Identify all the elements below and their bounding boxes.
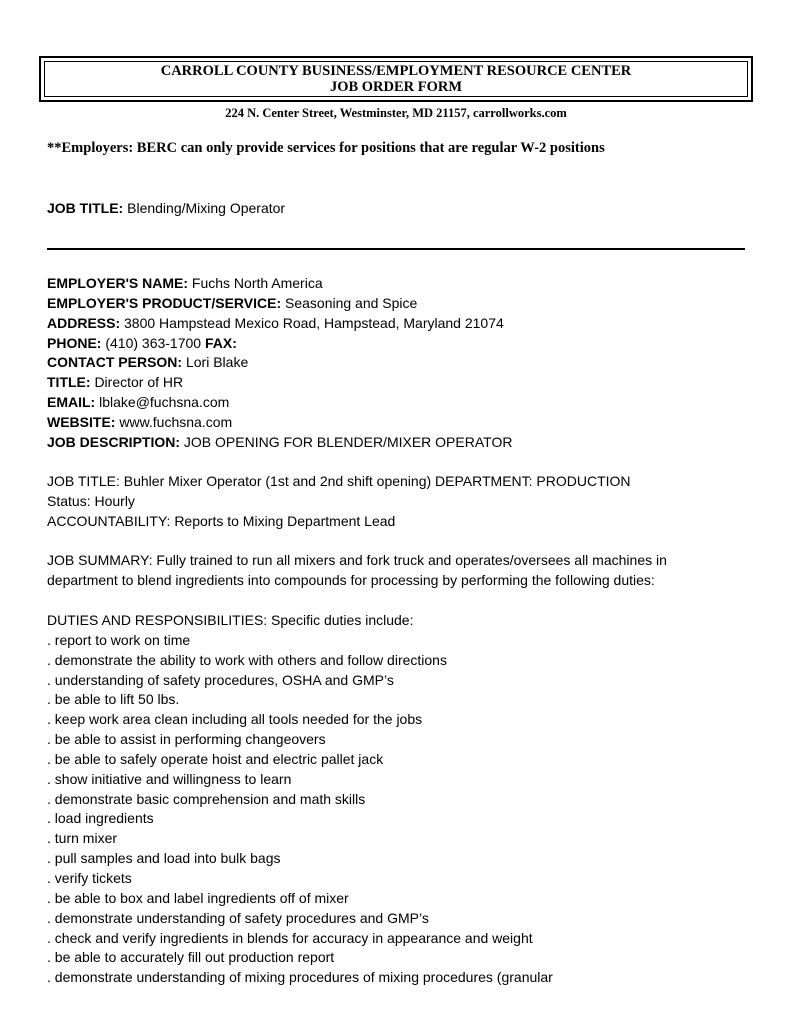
duty-item: . demonstrate basic comprehension and math skills (47, 790, 366, 807)
employer-product-row (47, 294, 757, 314)
contact-person-value: Lori Blake (185, 354, 249, 371)
section-divider (47, 248, 745, 250)
employer-address-label: ADDRESS: (47, 314, 121, 331)
job-description-value: JOB OPENING FOR BLENDER/MIXER OPERATOR (183, 433, 513, 450)
job-summary-line-2: department to blend ingredients into compounds for processing by performing the following duties: (47, 571, 655, 588)
detail-job-title: JOB TITLE: Buhler Mixer Operator (1st and 2nd shift opening) DEPARTMENT: PRODUCTION (47, 473, 631, 489)
employer-fax-label: FAX: (204, 334, 237, 351)
website-label: WEBSITE: (47, 413, 116, 430)
form-title: JOB ORDER FORM (329, 79, 463, 95)
website-value: www.fuchsna.com (119, 413, 233, 430)
contact-person-row (47, 353, 757, 373)
website-row (47, 413, 757, 433)
employer-name-label: EMPLOYER'S NAME: (47, 275, 189, 291)
detail-accountability: ACCOUNTABILITY: Reports to Mixing Department Lead (47, 512, 396, 529)
employer-phone-label: PHONE: (47, 334, 102, 351)
employer-address-value: 3800 Hampstead Mexico Road, Hampstead, Maryland 21074 (124, 314, 504, 331)
job-description-label: JOB DESCRIPTION: (47, 433, 181, 450)
duties-section (47, 611, 757, 988)
contact-title-row (47, 373, 757, 393)
contact-title-value: Director of HR (94, 374, 184, 391)
contact-email-value: lblake@fuchsna.com (99, 394, 230, 411)
duty-item: . show initiative and willingness to learn (47, 770, 292, 787)
detail-status: Status: Hourly (47, 492, 135, 509)
employer-phone-row (47, 334, 757, 354)
contact-person-label: CONTACT PERSON: (47, 354, 183, 371)
employer-phone-value: (410) 363-1700 (105, 334, 202, 351)
duty-item: . demonstrate understanding of safety procedures and GMP’s (47, 909, 429, 926)
org-name: CARROLL COUNTY BUSINESS/EMPLOYMENT RESOURCE CENTER (160, 63, 632, 79)
duty-item: . keep work area clean including all tools needed for the jobs (47, 711, 423, 728)
duty-item: . demonstrate the ability to work with others and follow directions (47, 651, 447, 668)
duty-item: . load ingredients (47, 810, 154, 827)
contact-email-label: EMAIL: (47, 394, 96, 411)
employer-name-row (47, 274, 757, 294)
job-description-row (47, 433, 757, 453)
duty-item: . be able to lift 50 lbs. (47, 691, 180, 708)
org-address: 224 N. Center Street, Westminster, MD 21157, carrollworks.com (225, 106, 567, 120)
job-title-value: Blending/Mixing Operator (127, 200, 286, 216)
job-summary (47, 551, 757, 591)
employer-notice: **Employers: BERC can only provide services for positions that are regular W-2 positions (47, 140, 605, 156)
employer-product-value: Seasoning and Spice (285, 294, 418, 311)
contact-title-label: TITLE: (47, 374, 91, 391)
job-summary-line-1: JOB SUMMARY: Fully trained to run all mixers and fork truck and operates/oversees all machines in (47, 552, 667, 568)
job-title-field (47, 200, 285, 216)
duty-item: . be able to accurately fill out production report (47, 949, 335, 966)
employer-address-row (47, 314, 757, 334)
duty-item: . be able to assist in performing changeovers (47, 731, 326, 748)
duties-heading: DUTIES AND RESPONSIBILITIES: Specific duties include: (47, 612, 414, 628)
duty-item: . pull samples and load into bulk bags (47, 850, 281, 867)
employer-info (47, 274, 757, 453)
duty-item: . turn mixer (47, 830, 118, 847)
duty-item: . be able to safely operate hoist and electric pallet jack (47, 750, 384, 767)
duty-item: . demonstrate understanding of mixing procedures of mixing procedures (granular (47, 969, 553, 986)
position-details (47, 472, 757, 532)
duty-item: . verify tickets (47, 869, 132, 886)
duty-item: . report to work on time (47, 631, 191, 648)
employer-product-label: EMPLOYER'S PRODUCT/SERVICE: (47, 294, 282, 311)
contact-email-row (47, 393, 757, 413)
duty-item: . understanding of safety procedures, OSHA and GMP’s (47, 671, 394, 688)
employer-name-value: Fuchs North America (191, 275, 323, 291)
header-box-inner (44, 61, 748, 97)
job-title-label: JOB TITLE: (47, 200, 124, 216)
duty-item: . be able to box and label ingredients off of mixer (47, 889, 349, 906)
duty-item: . check and verify ingredients in blends for accuracy in appearance and weight (47, 929, 533, 946)
header-box (39, 56, 753, 102)
